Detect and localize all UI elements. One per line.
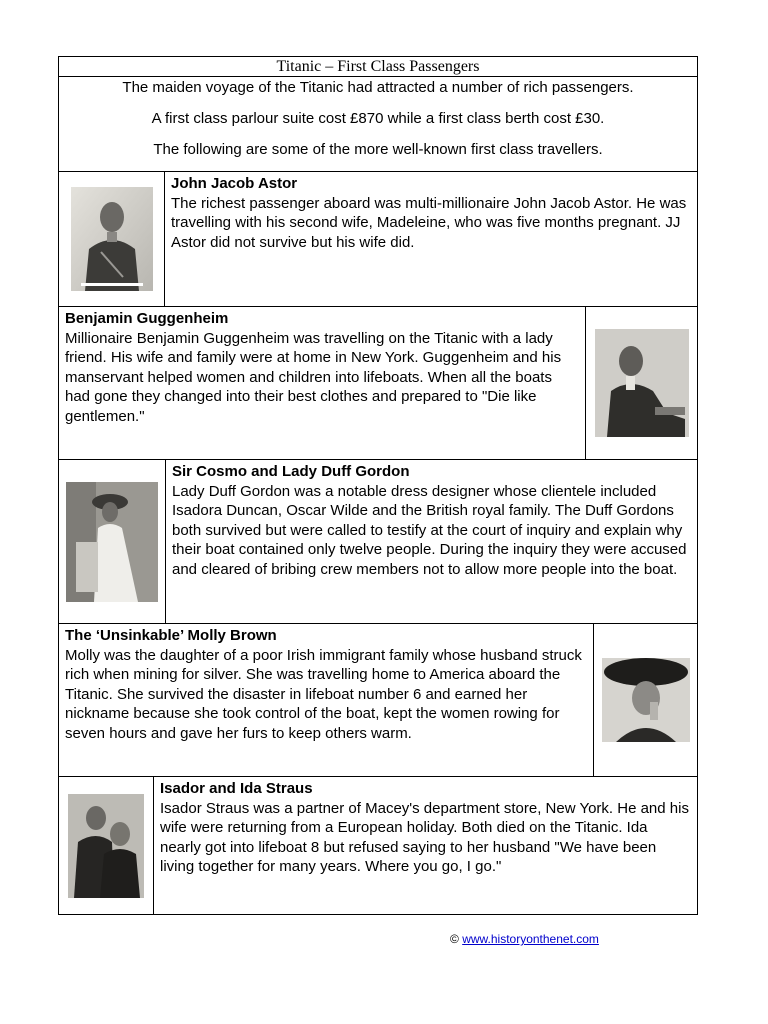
passenger-name: Isador and Ida Straus: [160, 780, 313, 797]
straus-text: [154, 777, 697, 914]
guggenheim-text: [59, 307, 585, 459]
intro-line: A first class parlour suite cost £870 while a first class berth cost £30.: [151, 110, 605, 127]
passenger-description: Molly was the daughter of a poor Irish immigrant family whose husband struck rich when mining for silver. She was travelling home to America aboard the Titanic. She survived the disaster in lifeboat number 6 and earned her nickname because she took control of the boat, kept the women rowing for seven hours and gave her furs to keep others warm.: [65, 646, 582, 742]
straus-photo: [59, 777, 154, 914]
page-title: Titanic – First Class Passengers: [58, 56, 698, 77]
copyright-symbol: ©: [450, 932, 459, 946]
astor-photo: [59, 172, 165, 306]
astor-text: [165, 172, 697, 306]
passenger-description: Lady Duff Gordon was a notable dress designer whose clientele included Isadora Duncan, Oscar Wilde and the British royal family. The Duff Gordons both survived but were called to testify at the court of inquiry and explain why their boat contained only twelve people. During the inquiry they were accused and cleared of bribing crew members not to allow more people into the boat.: [172, 482, 687, 578]
molly-brown-portrait-image: [602, 658, 690, 742]
passenger-row-astor: [58, 172, 698, 307]
intro-block: [58, 77, 698, 172]
guggenheim-portrait-image: [595, 329, 689, 437]
molly-brown-text: [59, 624, 593, 776]
duff-gordon-portrait-image: [66, 482, 158, 602]
passenger-name: The ‘Unsinkable’ Molly Brown: [65, 627, 277, 644]
passenger-description: Isador Straus was a partner of Macey's department store, New York. He and his wife were returning from a European holiday. Both died on the Titanic. Ida nearly got into lifeboat 8 but refused saying to her husband "We have been living together for many years. Where you go, I go.": [160, 799, 689, 876]
duff-gordon-photo: [59, 460, 166, 623]
astor-portrait-image: [71, 187, 153, 291]
passenger-row-straus: [58, 777, 698, 915]
passenger-description: Millionaire Benjamin Guggenheim was travelling on the Titanic with a lady friend. His wife and family were at home in New York. Guggenheim and his manservant helped women and children into lifeboats. When all the boats had gone they changed into their best clothes and prepared to "Die like gentlemen.": [65, 329, 562, 425]
guggenheim-photo: [585, 307, 697, 459]
website-link[interactable]: www.historyonthenet.com: [462, 932, 599, 946]
passenger-description: The richest passenger aboard was multi-millionaire John Jacob Astor. He was travelling with his second wife, Madeleine, who was five months pregnant. JJ Astor did not survive but his wife did.: [171, 194, 687, 251]
footer-credit: [450, 932, 599, 946]
passenger-name: Benjamin Guggenheim: [65, 310, 229, 327]
molly-brown-photo: [593, 624, 697, 776]
straus-portrait-image: [68, 794, 144, 898]
worksheet: [58, 56, 698, 915]
intro-line: The following are some of the more well-known first class travellers.: [153, 141, 603, 158]
passenger-row-guggenheim: [58, 307, 698, 460]
passenger-row-molly-brown: [58, 624, 698, 777]
passenger-row-duff-gordon: [58, 460, 698, 624]
intro-line: The maiden voyage of the Titanic had attracted a number of rich passengers.: [122, 79, 634, 96]
duff-gordon-text: [166, 460, 697, 623]
passenger-name: Sir Cosmo and Lady Duff Gordon: [172, 463, 410, 480]
passenger-name: John Jacob Astor: [171, 175, 298, 192]
